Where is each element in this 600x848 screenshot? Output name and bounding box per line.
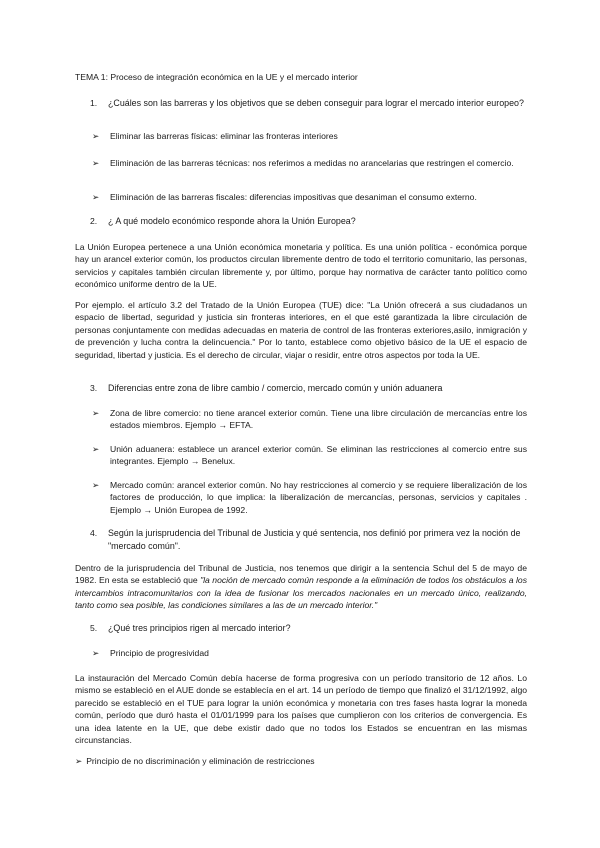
- question-3: [90, 382, 527, 395]
- arrow-bullet-icon: ➢: [92, 648, 100, 658]
- list-item: [75, 755, 527, 767]
- question-2: [90, 215, 527, 228]
- question-number: 1.: [90, 98, 98, 108]
- list-item: [92, 157, 527, 169]
- question-number: 4.: [90, 528, 98, 538]
- question-text: Según la jurisprudencia del Tribunal de Justicia y qué sentencia, nos definió por primera vez la noción de "mercado común".: [108, 528, 521, 551]
- quote-text: "la noción de mercado común responde a la eliminación de todos los obstáculos a los intercambios intracomunitarios con la idea de fusionar los mercados nacionales en un mercado único, realizando, tanto como sea posible, las condiciones similares a las de un mercado interior.": [75, 575, 527, 611]
- arrow-bullet-icon: ➢: [92, 408, 100, 418]
- question-text: ¿Qué tres principios rigen al mercado interior?: [108, 623, 291, 633]
- paragraph-progresividad: La instauración del Mercado Común debía hacerse de forma progresiva con un período transitorio de 12 años. Lo mismo se estableció en el AUE donde se establecía en el art. 14 un período de tiempo que finalizó el 31/12/1992, algo parecido se estableció en el TUE para lograr la unión económica y monetaria con tres fases hasta lograr la moneda común, período que duró hasta el 01/01/1999 para los países que cumplieron con los criterios de convergencia. Es una idea latente en la UE, que debe existir dado que no todos los Estados se encuentran en las mismas circunstancias.: [75, 673, 527, 746]
- paragraph-articulo-3-2: Por ejemplo. el artículo 3.2 del Tratado de la Unión Europea (TUE) dice: "La Unión ofrecerá a sus ciudadanos un espacio de libertad, seguridad y justicia sin fronteras interiores, en el que esté garantizada la libre circulación de personas conjuntamente con medidas adecuadas en materia de control de las fronteras exteriores,asilo, inmigración y de prevención y lucha contra la delincuencia." Por lo tanto, establece como objetivo básico de la UE el espacio de seguridad, libertad y justicia. Es el derecho de circular, viajar o residir, entre otros aspectos por toda la UE.: [75, 300, 527, 360]
- arrow-bullet-icon: ➢: [92, 192, 100, 202]
- list-item: [92, 130, 527, 142]
- list-item-text: Unión aduanera: establece un arancel exterior común. Se eliminan las restricciones al comercio entre sus integrantes. Ejemplo → Benelux.: [110, 444, 527, 467]
- arrow-bullet-icon: ➢: [92, 444, 100, 454]
- arrow-bullet-icon: ➢: [92, 131, 100, 141]
- list-item: [92, 443, 527, 468]
- list-item-text: Eliminación de las barreras fiscales: diferencias impositivas que desaniman el consumo externo.: [110, 192, 477, 202]
- question-number: 2.: [90, 216, 98, 226]
- list-item: [92, 407, 527, 432]
- question-text: Diferencias entre zona de libre cambio / comercio, mercado común y unión aduanera: [108, 383, 443, 393]
- list-item: [92, 479, 527, 516]
- question-text: ¿Cuáles son las barreras y los objetivos que se deben conseguir para lograr el mercado interior europeo?: [108, 98, 524, 108]
- question-text: ¿ A qué modelo económico responde ahora la Unión Europea?: [108, 216, 356, 226]
- paragraph-sentencia-schul: [75, 562, 527, 612]
- paragraph-lead: Dentro de la jurisprudencia del Tribunal de Justicia, nos tenemos que dirigir a la sentencia Schul del 5 de mayo de 1982. En esta se estableció que: [75, 563, 527, 586]
- document-title: TEMA 1: Proceso de integración económica en la UE y el mercado interior: [75, 72, 358, 82]
- paragraph-union-europea: La Unión Europea pertenece a una Unión económica monetaria y política. Es una unión política - económica porque hay un arancel exterior común, los productos circulan libremente dentro de todo el territorio comunitario, las personas, servicios y capitales también circulan libremente y, por último, porque hay normativa de carácter tanto político como económico uniforme dentro de la UE.: [75, 242, 527, 290]
- question-5: [90, 622, 527, 635]
- arrow-bullet-icon: ➢: [75, 756, 83, 766]
- list-item-text: Principio de no discriminación y eliminación de restricciones: [86, 756, 315, 766]
- question-4: [90, 527, 527, 552]
- arrow-bullet-icon: ➢: [92, 158, 100, 168]
- question-number: 3.: [90, 383, 98, 393]
- list-item-text: Mercado común: arancel exterior común. No hay restricciones al comercio y se requiere liberalización de los factores de producción, lo que implica: la liberalización de mercancías, personas, servicios y capitales . Ejemplo → Unión Europea de 1992.: [110, 480, 527, 515]
- list-item: [92, 191, 527, 203]
- arrow-bullet-icon: ➢: [92, 480, 100, 490]
- list-item-text: Zona de libre comercio: no tiene arancel exterior común. Tiene una libre circulación de mercancías entre los estados miembros. Ejemplo → EFTA.: [110, 408, 527, 431]
- list-item: [92, 647, 527, 659]
- list-item-text: Principio de progresividad: [110, 648, 209, 658]
- question-1: [90, 97, 527, 110]
- question-number: 5.: [90, 623, 98, 633]
- list-item-text: Eliminación de las barreras técnicas: nos referimos a medidas no arancelarias que restringen el comercio.: [110, 158, 514, 168]
- list-item-text: Eliminar las barreras físicas: eliminar las fronteras interiores: [110, 131, 338, 141]
